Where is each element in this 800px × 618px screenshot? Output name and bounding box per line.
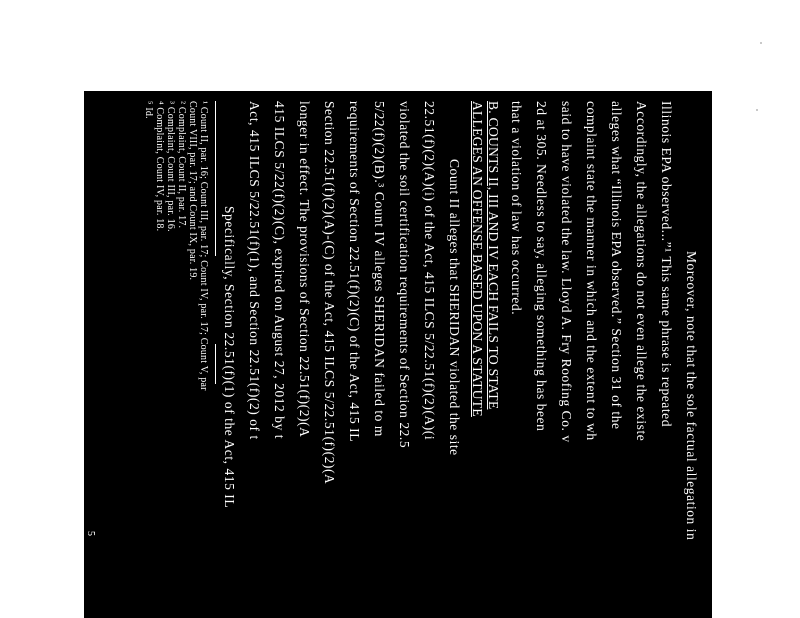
body-line: longer in effect. The provisions of Section 22.51(f)(2)(A — [297, 101, 312, 438]
body-line: that a violation of law has occurred. — [509, 101, 524, 316]
body-line: requirements of Section 22.51(f)(2)(C) of the Act, 415 IL — [347, 101, 362, 443]
body-line: 22.51(f)(2)(A)(i) of the Act, 415 ILCS 5/22.51(f)(2)(A)(i — [422, 101, 437, 441]
footnote-line: ¹ Count II, par. 16; Count III, par. 17; Count IV, par. 17; Count V, par — [198, 101, 209, 391]
body-line: said to have violated the law. Lloyd A. Fry Roofing Co. v — [559, 101, 574, 443]
body-line: Act, 415 ILCS 5/22.51(f)(1), and Section 22.51(f)(2) of t — [247, 101, 262, 440]
body-line: alleges what “Illinois EPA observed.” Section 31 of the — [609, 101, 624, 430]
scan-speck — [760, 42, 762, 44]
footnote-line: ² Complaint, Count II, par. 17. — [176, 101, 187, 229]
body-line: violated the soil certification requirements of Section 22.5 — [397, 101, 412, 449]
footnote-rule — [215, 344, 216, 384]
footnote-line: ⁵ Id. — [143, 101, 154, 119]
footnote-line: ³ Complaint, Count III, par. 16. — [165, 101, 176, 232]
body-line: Illinois EPA observed...”¹ This same phrase is repeated — [659, 101, 674, 427]
body-line: Moreover, note that the sole factual allegation in — [684, 251, 699, 541]
body-line: Accordingly, the allegations do not even allege the existe — [634, 101, 649, 442]
footnote-line: Count VIII, par. 17; and Count IX, par. 19. — [187, 101, 198, 281]
body-line: Section 22.51(f)(2)(A)-(C) of the Act, 415 ILCS 5/22.51(f)(2)(A — [322, 101, 337, 485]
body-line: Specifically, Section 22.51(f)(1) of the Act, 415 IL — [222, 206, 237, 509]
footnote-rule — [215, 101, 216, 256]
page-number: 5 — [85, 531, 96, 536]
rotated-page-content — [84, 91, 712, 618]
section-heading: ALLEGES AN OFFENSE BASED UPON A STATUTE — [470, 101, 485, 417]
scanned-page — [84, 91, 712, 618]
footnote-line: ⁴ Complaint, Count IV, par. 18. — [154, 101, 165, 232]
body-line: complaint state the manner in which and the extent to wh — [584, 101, 599, 441]
body-line: Count II alleges that SHERIDAN violated the site — [447, 159, 462, 456]
body-line: 2d at 305. Needless to say, alleging something has been — [534, 101, 549, 432]
scan-speck — [756, 109, 758, 111]
section-heading: B. COUNTS II, III AND IV EACH FAILS TO STATE — [486, 101, 501, 410]
body-line: 5/22(f)(2)(B).³ Count IV alleges SHERIDAN failed to m — [372, 101, 387, 437]
body-line: 415 ILCS 5/22(f)(2)(C), expired on August 27, 2012 by t — [272, 101, 287, 440]
